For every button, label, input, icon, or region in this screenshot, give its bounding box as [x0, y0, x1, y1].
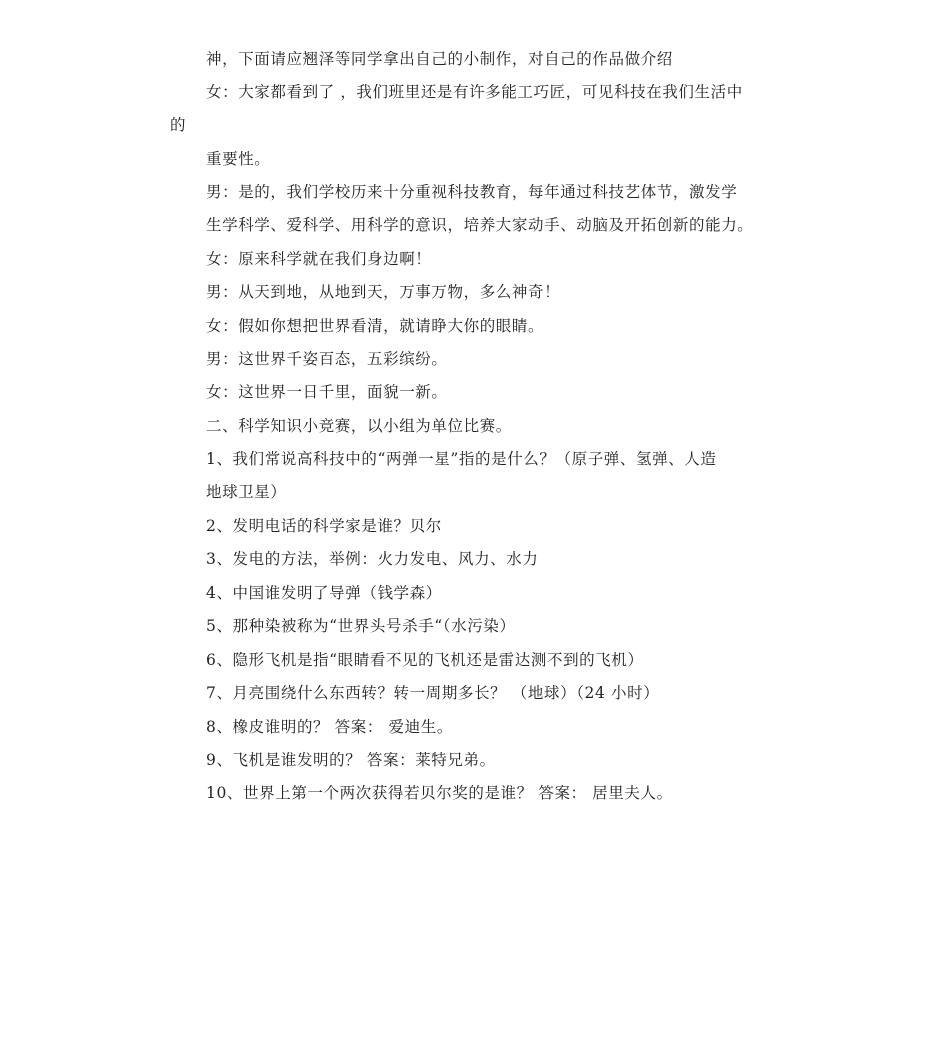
quiz-item: 10、世界上第一个两次获得若贝尔奖的是谁？ 答案： 居里夫人。: [206, 784, 673, 802]
text-line: 女：大家都看到了 ，我们班里还是有许多能工巧匠，可见科技在我们生活中: [206, 83, 743, 101]
text-line: 男：从天到地，从地到天，万事万物，多么神奇！: [206, 283, 561, 301]
quiz-item: 4、中国谁发明了导弹（钱学森）: [206, 584, 442, 602]
quiz-item: 6、隐形飞机是指“眼睛看不见的飞机还是雷达测不到的飞机）: [206, 651, 644, 669]
text-line: 神，下面请应翘泽等同学拿出自己的小制作，对自己的作品做介绍: [206, 50, 673, 68]
text-line: 的: [170, 116, 187, 134]
quiz-item: 3、发电的方法，举例：火力发电、风力、水力: [206, 550, 539, 568]
text-line: 女：原来科学就在我们身边啊！: [206, 250, 432, 268]
text-line: 男：是的，我们学校历来十分重视科技教育，每年通过科技艺体节，激发学: [206, 183, 738, 201]
text-line: 女：这世界一日千里，面貌一新。: [206, 383, 448, 401]
section-heading: 二、科学知识小竞赛，以小组为单位比赛。: [206, 417, 512, 435]
text-line: 重要性。: [206, 150, 271, 168]
quiz-item: 8、橡皮谁明的？ 答案： 爱迪生。: [206, 718, 453, 736]
quiz-item: 1、我们常说高科技中的“两弹一星”指的是什么？（原子弹、氢弹、人造: [206, 450, 717, 468]
quiz-item: 5、那种染被称为“世界头号杀手“（水污染）: [206, 617, 516, 635]
text-line: 男：这世界千姿百态，五彩缤纷。: [206, 350, 448, 368]
text-line: 生学科学、爱科学、用科学的意识，培养大家动手、动脑及开拓创新的能力。: [206, 216, 754, 234]
quiz-item: 2、发明电话的科学家是谁？贝尔: [206, 517, 442, 535]
quiz-item: 9、飞机是谁发明的？ 答案：莱特兄弟。: [206, 751, 496, 769]
quiz-item: 7、月亮围绕什么东西转？转一周期多长？ （地球）（24 小时）: [206, 684, 660, 702]
text-line: 女：假如你想把世界看清，就请睁大你的眼睛。: [206, 317, 545, 335]
quiz-item-continuation: 地球卫星）: [206, 483, 287, 501]
